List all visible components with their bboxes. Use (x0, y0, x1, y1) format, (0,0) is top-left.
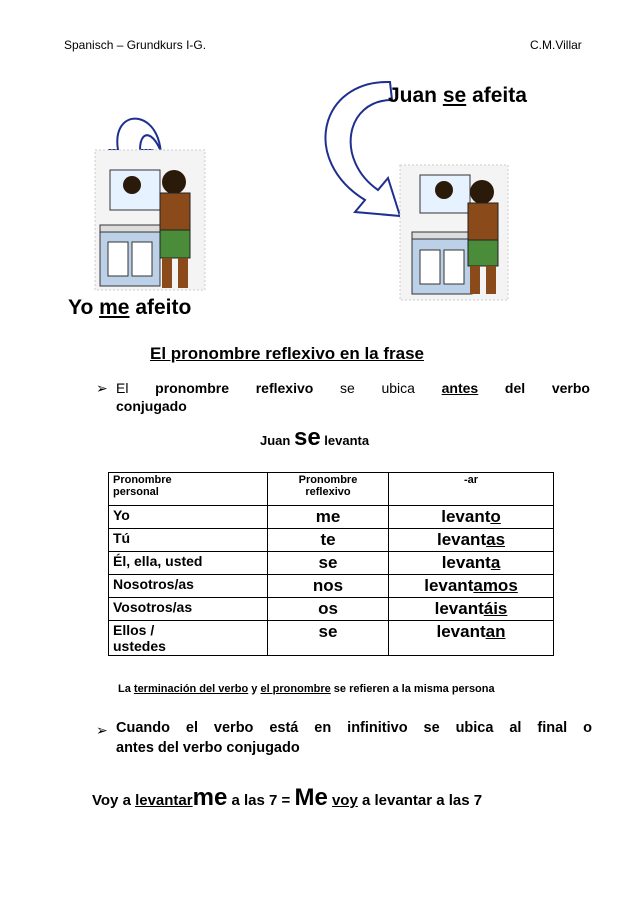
verb-cell (389, 575, 554, 598)
note-line (118, 683, 495, 695)
example-text: a las 7 = (227, 792, 295, 809)
verb-ending: o (490, 507, 501, 526)
header-line: Pronombre (298, 474, 358, 486)
header-cell (109, 473, 268, 506)
example-pronoun: se (293, 424, 321, 451)
caption-pronoun: se (442, 84, 467, 107)
verb-stem: levant (434, 599, 484, 618)
bullet1-line1 (116, 380, 590, 396)
header-cell (268, 473, 389, 506)
table-row (109, 529, 554, 552)
reflexive-cell: se (268, 552, 389, 575)
verb-stem: levant (436, 530, 487, 549)
note-text: y (248, 683, 261, 695)
person-line: Ellos / (113, 622, 155, 638)
verb-ending: áis (483, 599, 508, 618)
caption-yo-me-afeito (68, 296, 191, 320)
table-row (109, 575, 554, 598)
shaving-illustration (0, 0, 638, 340)
reflexive-cell: me (268, 506, 389, 529)
reflexive-cell: nos (268, 575, 389, 598)
caption-juan-se-afeita (388, 84, 527, 108)
word: verbo (551, 380, 590, 396)
person-cell: Yo (109, 506, 268, 529)
header-line: Pronombre (113, 474, 172, 486)
verb-stem: levant (441, 507, 491, 526)
caption-verb: afeito (135, 296, 192, 319)
note-text: se refieren a la misma persona (330, 683, 495, 695)
word: se (340, 380, 355, 396)
verb-stem: levant (441, 553, 491, 572)
bullet-arrow-icon: ➢ (96, 380, 108, 396)
verb-stem: levant (424, 576, 474, 595)
table-header-row (109, 473, 554, 506)
caption-pronoun: me (99, 296, 130, 319)
header-line: reflexivo (305, 486, 351, 498)
section-title: El pronombre reflexivo en la frase (150, 344, 424, 363)
example-text: a levantar a las 7 (357, 792, 483, 809)
example-text: voy (331, 792, 358, 809)
header-cell (389, 473, 554, 506)
conjugation-table (108, 472, 554, 656)
header-line: personal (113, 486, 159, 498)
caption-subject: Yo (68, 296, 94, 319)
word: ubica (381, 380, 415, 396)
word: antes (441, 380, 479, 396)
table-row (109, 506, 554, 529)
verb-ending: an (485, 622, 506, 641)
verb-cell (389, 598, 554, 621)
example-verb: levanta (324, 433, 370, 448)
note-text: terminación del verbo (133, 683, 249, 695)
person-cell: Tú (109, 529, 268, 552)
header-right: C.M.Villar (530, 38, 582, 52)
bullet2-line2: antes del verbo conjugado (116, 740, 300, 756)
verb-ending: amos (473, 576, 518, 595)
caption-subject: Juan (388, 84, 438, 107)
example-pronoun: me (192, 784, 228, 811)
reflexive-cell: os (268, 598, 389, 621)
verb-cell (389, 552, 554, 575)
word: El (116, 380, 129, 396)
reflexive-cell: te (268, 529, 389, 552)
person-cell (109, 621, 268, 656)
bullet2-line1: Cuando el verbo está en infinitivo se ubica al final o (116, 720, 592, 736)
verb-cell (389, 529, 554, 552)
example-pronoun: Me (294, 784, 328, 811)
person-line: ustedes (113, 638, 166, 654)
bullet1-line2: conjugado (116, 398, 187, 414)
person-cell: Nosotros/as (109, 575, 268, 598)
verb-cell (389, 621, 554, 656)
example-text: Voy a (92, 792, 136, 809)
verb-ending: a (490, 553, 501, 572)
right-bathroom-scene (400, 165, 508, 300)
word: del (504, 380, 526, 396)
bullet-arrow-icon: ➢ (96, 722, 108, 738)
header-left: Spanisch – Grundkurs I-G. (64, 38, 207, 52)
caption-verb: afeita (472, 84, 527, 107)
example-subject: Juan (260, 433, 291, 448)
example2 (92, 784, 482, 812)
left-bathroom-scene (95, 150, 205, 290)
verb-cell (389, 506, 554, 529)
word: pronombre (155, 380, 230, 396)
verb-ending: as (486, 530, 506, 549)
header-line: -ar (463, 474, 479, 486)
table-row (109, 598, 554, 621)
table-row (109, 552, 554, 575)
note-text: La (118, 683, 134, 695)
note-text: el pronombre (260, 683, 331, 695)
reflexive-cell: se (268, 621, 389, 656)
person-cell: Vosotros/as (109, 598, 268, 621)
example-text: levantar (135, 792, 193, 809)
example1 (260, 424, 369, 452)
person-cell: Él, ella, usted (109, 552, 268, 575)
table-row (109, 621, 554, 656)
word: reflexivo (255, 380, 314, 396)
verb-stem: levant (436, 622, 486, 641)
